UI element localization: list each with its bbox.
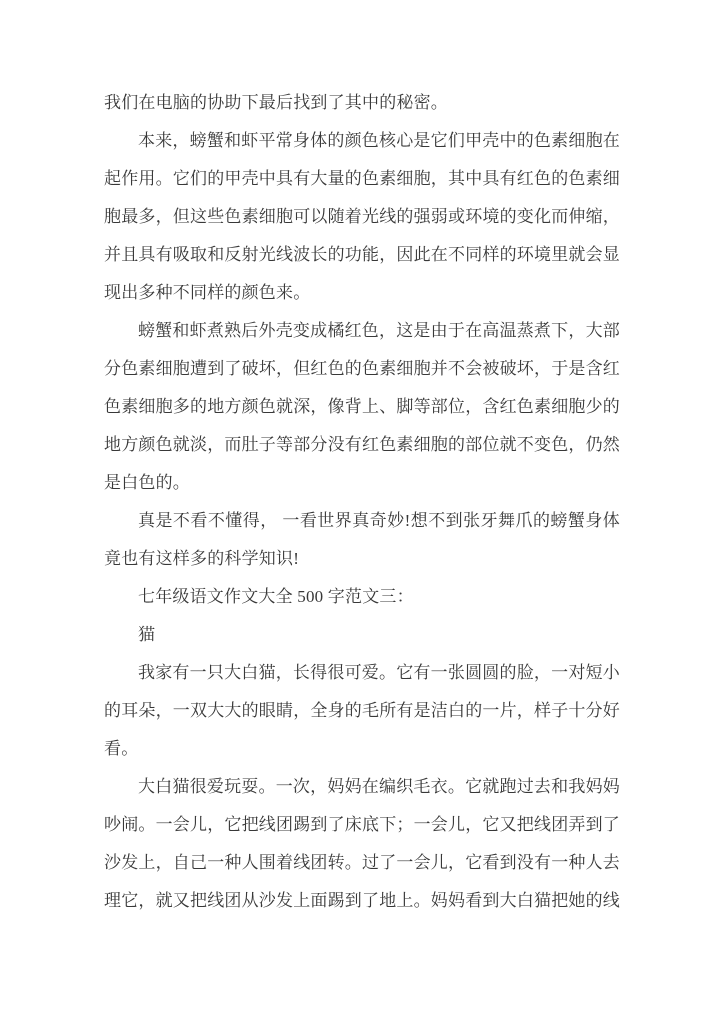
paragraph-cooked-crab-color: 螃蟹和虾煮熟后外壳变成橘红色，这是由于在高温蒸煮下，大部分色素细胞遭到了破坏，但红色的色素细胞并不会被破坏，于是含红色素细胞多的地方颜色就深，像背上、脚等部位，含红色素细胞少的地方颜色就淡，而肚子等部分没有红色素细胞的部位就不变色，仍然是白色的。: [104, 321, 620, 492]
paragraph-world-is-wonderful: 真是不看不懂得， 一看世界真奇妙!想不到张牙舞爪的螃蟹身体竟也有这样多的科学知识!: [104, 511, 620, 568]
document-text-body: [104, 84, 620, 920]
heading-cat-title: 猫: [138, 625, 156, 644]
paragraph-continuation-secret: 我们在电脑的协助下最后找到了其中的秘密。: [104, 93, 448, 112]
heading-essay-three: 七年级语文作文大全 500 字范文三：: [138, 587, 414, 606]
paragraph-pigment-cells-intro: 本来，螃蟹和虾平常身体的颜色核心是它们甲壳中的色素细胞在起作用。它们的甲壳中具有大量的色素细胞，其中具有红色的色素细胞最多，但这些色素细胞可以随着光线的强弱或环境的变化而伸缩，并且具有吸取和反射光线波长的功能，因此在不同样的环境里就会显现出多种不同样的颜色来。: [104, 131, 620, 302]
paragraph-white-cat-playing: 大白猫很爱玩耍。一次，妈妈在编织毛衣。它就跑过去和我妈妈吵闹。一会儿，它把线团踢到了床底下；一会儿，它又把线团弄到了沙发上，自己一种人围着线团转。过了一会儿，它看到没有一种人去理它，就又把线团从沙发上面踢到了地上。妈妈看到大白猫把她的线: [104, 777, 620, 910]
paragraph-white-cat-appearance: 我家有一只大白猫，长得很可爱。它有一张圆圆的脸，一对短小的耳朵，一双大大的眼睛，全身的毛所有是洁白的一片，样子十分好看。: [104, 663, 620, 758]
